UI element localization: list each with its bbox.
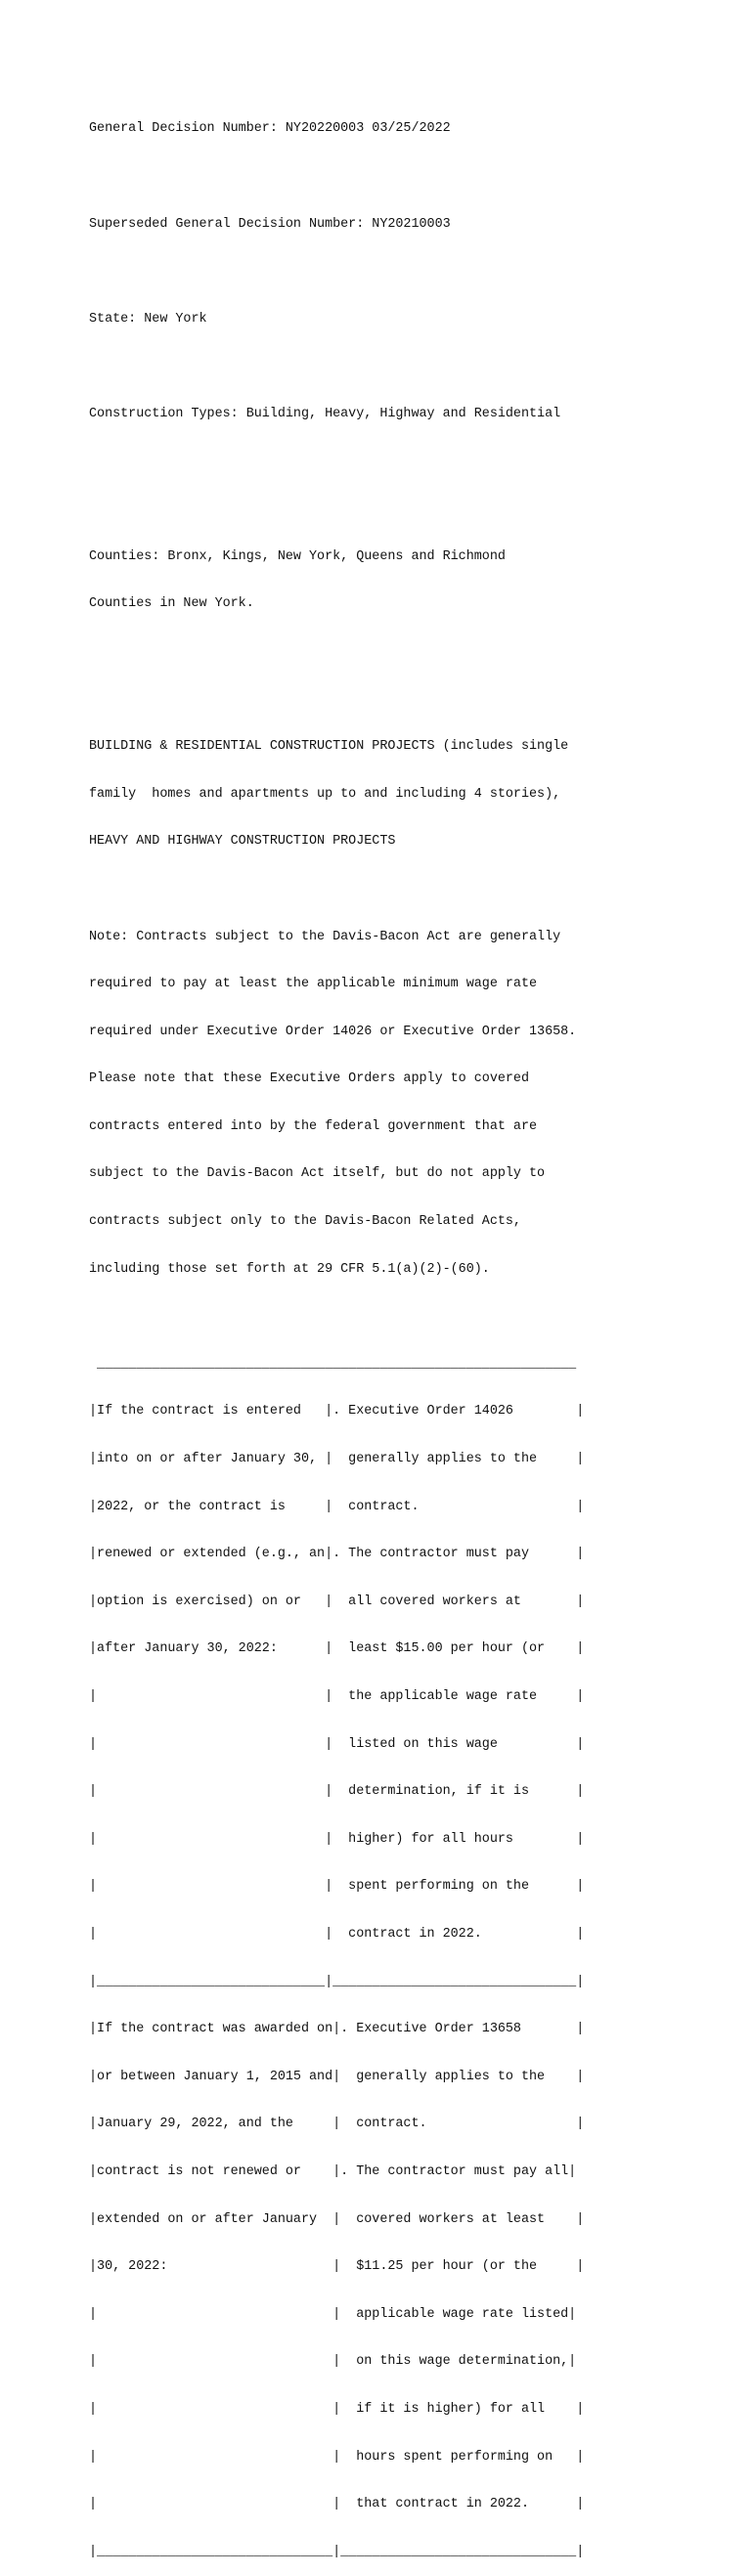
eo-table-row-line: |renewed or extended (e.g., an|. The contractor must pay | bbox=[89, 1547, 585, 1562]
eo-table-row-line: |2022, or the contract is | contract. | bbox=[89, 1499, 585, 1514]
blank-line bbox=[89, 692, 584, 708]
eo-table-row-line: | | if it is higher) for all | bbox=[89, 2401, 585, 2417]
project-types-line: family homes and apartments up to and including 4 stories), bbox=[89, 786, 561, 802]
eo-table-row-line: |contract is not renewed or |. The contractor must pay all| bbox=[89, 2163, 577, 2179]
eo-table-row-divider: |_____________________________|_______________________________| bbox=[89, 1974, 585, 1989]
eo-table-row-line: |30, 2022: | $11.25 per hour (or the | bbox=[89, 2259, 585, 2275]
wage-determination-document bbox=[89, 90, 584, 2576]
eo-table-row-line: |after January 30, 2022: | least $15.00 per hour (or | bbox=[89, 1641, 585, 1657]
eo-table-row-line: |extended on or after January | covered workers at least | bbox=[89, 2211, 585, 2227]
eo-table-row-line: | | determination, if it is | bbox=[89, 1784, 585, 1800]
blank-line bbox=[89, 264, 584, 280]
blank-line bbox=[89, 1309, 584, 1325]
note-line: contracts subject only to the Davis-Bacon Related Acts, bbox=[89, 1214, 521, 1230]
eo-table-bottom-border: |______________________________|______________________________| bbox=[89, 2544, 585, 2559]
eo-table-row-line: |If the contract is entered |. Executive Order 14026 | bbox=[89, 1404, 585, 1419]
superseded-decision-line: Superseded General Decision Number: NY20210003 bbox=[89, 216, 451, 232]
eo-table-row-line: | | contract in 2022. | bbox=[89, 1926, 585, 1942]
eo-table-row-line: |into on or after January 30, | generally applies to the | bbox=[89, 1452, 585, 1467]
eo-table-row-line: | | higher) for all hours | bbox=[89, 1831, 585, 1847]
note-line: Note: Contracts subject to the Davis-Bacon Act are generally bbox=[89, 929, 561, 944]
eo-table-row-line: |or between January 1, 2015 and| generally applies to the | bbox=[89, 2069, 585, 2084]
blank-line bbox=[89, 882, 584, 897]
note-line: subject to the Davis-Bacon Act itself, but do not apply to bbox=[89, 1166, 546, 1182]
counties-line: Counties in New York. bbox=[89, 596, 254, 612]
state-line: State: New York bbox=[89, 311, 207, 327]
note-line: Please note that these Executive Orders apply to covered bbox=[89, 1071, 529, 1087]
eo-table-row-line: | | hours spent performing on | bbox=[89, 2449, 585, 2465]
note-line: contracts entered into by the federal government that are bbox=[89, 1118, 538, 1134]
eo-table-row-line: |If the contract was awarded on|. Executive Order 13658 | bbox=[89, 2022, 585, 2037]
blank-line bbox=[89, 502, 584, 517]
blank-line bbox=[89, 359, 584, 374]
eo-table-row-line: | | the applicable wage rate | bbox=[89, 1689, 585, 1704]
eo-table-row-line: | | that contract in 2022. | bbox=[89, 2497, 585, 2512]
note-line: required under Executive Order 14026 or Executive Order 13658. bbox=[89, 1024, 577, 1039]
blank-line bbox=[89, 169, 584, 185]
blank-line bbox=[89, 644, 584, 660]
construction-types-line: Construction Types: Building, Heavy, Highway and Residential bbox=[89, 406, 561, 421]
note-line: required to pay at least the applicable minimum wage rate bbox=[89, 977, 538, 992]
eo-table-row-line: |January 29, 2022, and the | contract. | bbox=[89, 2117, 585, 2132]
blank-line bbox=[89, 455, 584, 470]
decision-number-line: General Decision Number: NY20220003 03/25/2022 bbox=[89, 121, 451, 137]
eo-table-row-line: |option is exercised) on or | all covered workers at | bbox=[89, 1594, 585, 1609]
eo-table-row-line: | | listed on this wage | bbox=[89, 1736, 585, 1752]
note-line: including those set forth at 29 CFR 5.1(a)(2)-(60). bbox=[89, 1261, 490, 1277]
eo-table-row-line: | | spent performing on the | bbox=[89, 1879, 585, 1895]
project-types-line: BUILDING & RESIDENTIAL CONSTRUCTION PROJECTS (includes single bbox=[89, 739, 569, 755]
eo-table-row-line: | | applicable wage rate listed| bbox=[89, 2306, 577, 2322]
eo-table-row-line: | | on this wage determination,| bbox=[89, 2354, 577, 2370]
counties-line: Counties: Bronx, Kings, New York, Queens and Richmond bbox=[89, 548, 506, 564]
eo-table-top-border: _____________________________________________________________ bbox=[89, 1356, 577, 1372]
project-types-line: HEAVY AND HIGHWAY CONSTRUCTION PROJECTS bbox=[89, 834, 396, 850]
